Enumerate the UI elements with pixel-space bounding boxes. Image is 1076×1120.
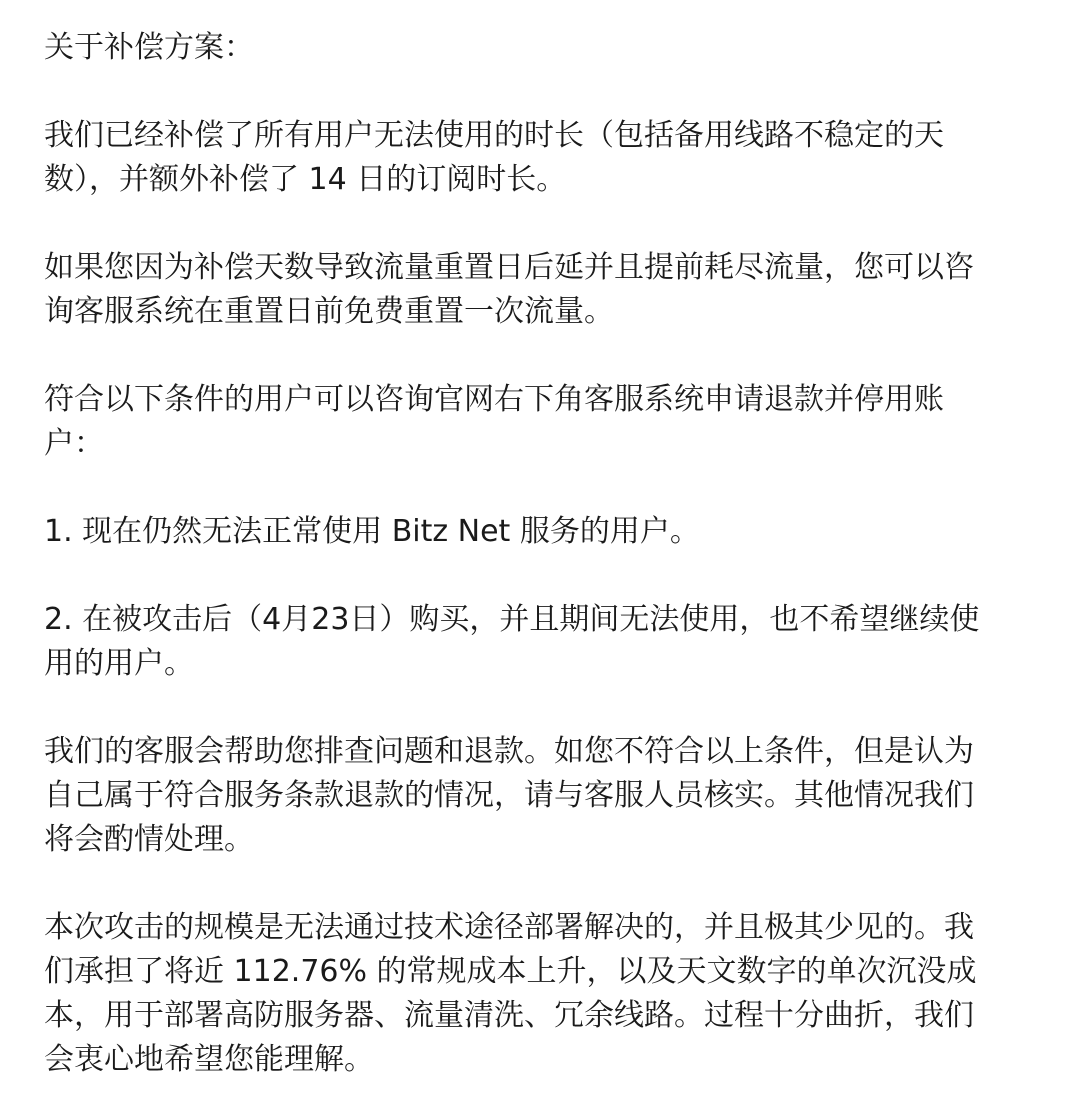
attack-scale-paragraph	[44, 906, 1036, 1082]
text-line: 询客服系统在重置日前免费重置一次流量。	[44, 294, 614, 329]
refund-condition-1	[44, 510, 1036, 554]
text-line: 2. 在被攻击后（4月23日）购买，并且期间无法使用，也不希望继续使	[44, 602, 980, 637]
compensation-paragraph	[44, 114, 1036, 202]
refund-conditions-intro	[44, 378, 1036, 466]
traffic-reset-paragraph	[44, 246, 1036, 334]
text-line: 将会酌情处理。	[44, 822, 254, 857]
text-line: 户：	[44, 426, 104, 461]
text-line: 会衷心地希望您能理解。	[44, 1042, 374, 1077]
text-line: 用的用户。	[44, 646, 194, 681]
text-line: 如果您因为补偿天数导致流量重置日后延并且提前耗尽流量，您可以咨	[44, 250, 974, 285]
compensation-heading	[44, 26, 1036, 70]
text-line: 自己属于符合服务条款退款的情况，请与客服人员核实。其他情况我们	[44, 778, 974, 813]
text-line: 们承担了将近 112.76% 的常规成本上升，以及天文数字的单次沉没成	[44, 954, 977, 989]
text-line: 本，用于部署高防服务器、流量清洗、冗余线路。过程十分曲折，我们	[44, 998, 974, 1033]
text-line: 1. 现在仍然无法正常使用 Bitz Net 服务的用户。	[44, 514, 700, 549]
text-line: 我们的客服会帮助您排查问题和退款。如您不符合以上条件，但是认为	[44, 734, 974, 769]
text-line: 关于补偿方案：	[44, 30, 254, 65]
text-line: 我们已经补偿了所有用户无法使用的时长（包括备用线路不稳定的天	[44, 118, 944, 153]
customer-service-paragraph	[44, 730, 1036, 862]
text-line: 数），并额外补偿了 14 日的订阅时长。	[44, 162, 567, 197]
text-line: 符合以下条件的用户可以咨询官网右下角客服系统申请退款并停用账	[44, 382, 944, 417]
refund-condition-2	[44, 598, 1036, 686]
text-line: 本次攻击的规模是无法通过技术途径部署解决的，并且极其少见的。我	[44, 910, 974, 945]
